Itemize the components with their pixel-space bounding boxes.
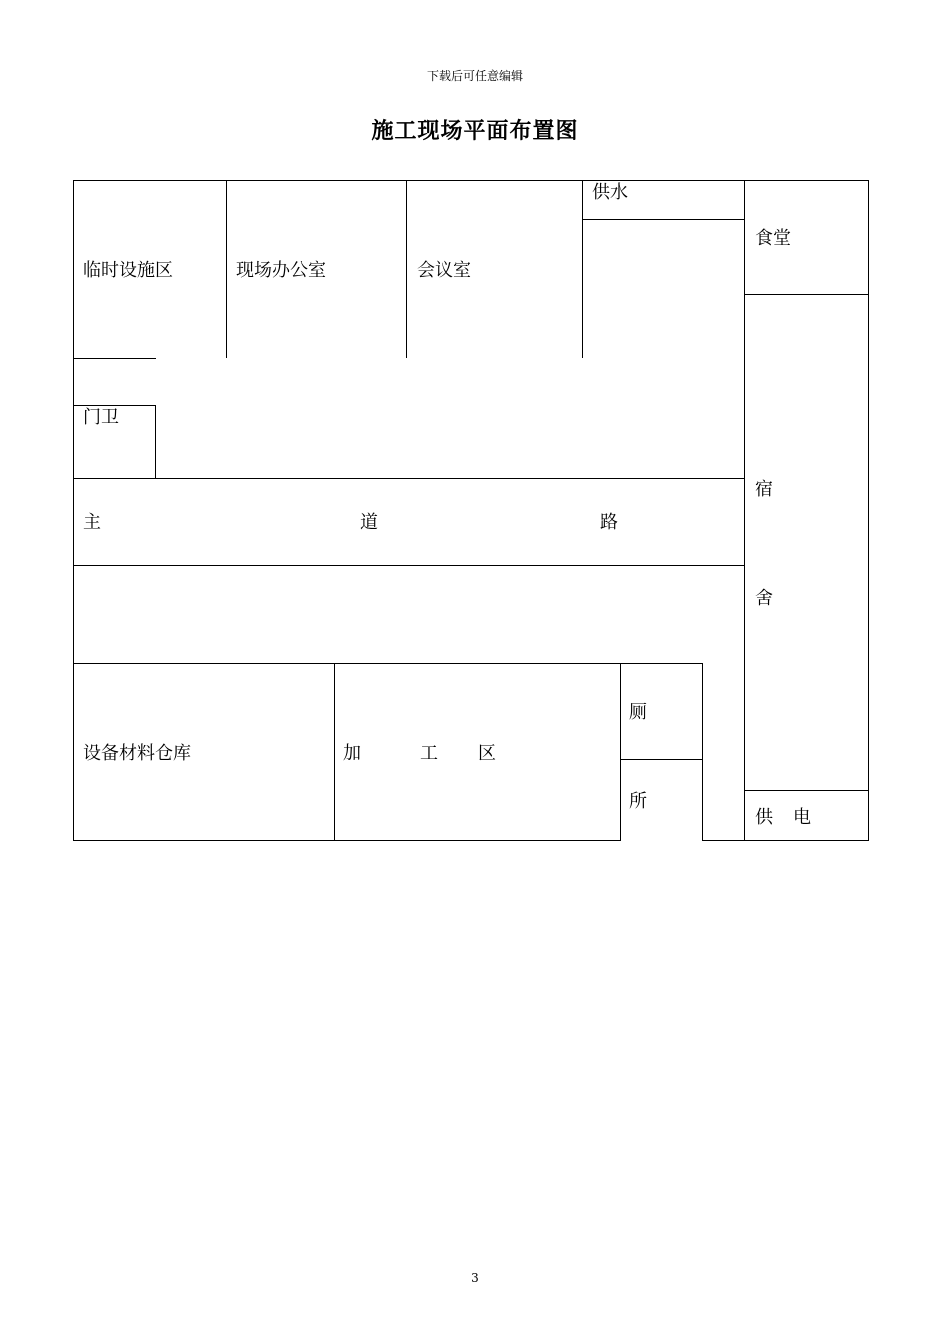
processing-area-label-3: 区	[478, 743, 496, 764]
dormitory-label-2: 舍	[755, 588, 773, 609]
plan-border-bottom-left	[73, 840, 621, 841]
processing-area-label-2: 工	[420, 743, 438, 764]
toilet-label-1: 厕	[629, 702, 647, 723]
plan-border-bottom-right	[702, 840, 869, 841]
toilet-middle	[620, 759, 703, 760]
water-supply-label: 供水	[592, 182, 628, 203]
divider-warehouse-processing	[334, 663, 335, 841]
plan-border-right	[868, 180, 869, 841]
power-supply-label-2: 电	[793, 807, 811, 828]
main-road-label-1: 主	[83, 512, 101, 533]
toilet-right	[702, 663, 703, 841]
water-supply-bottom	[582, 219, 745, 220]
main-road-top	[73, 478, 745, 479]
divider-office-meeting	[406, 180, 407, 358]
dormitory-bottom	[744, 790, 869, 791]
meeting-room-label: 会议室	[417, 260, 471, 281]
header-note: 下载后可任意编辑	[426, 69, 523, 83]
power-supply-label-1: 供	[755, 807, 773, 828]
gate-guard-label: 门卫	[83, 407, 119, 428]
temp-facilities-bottom	[73, 358, 156, 359]
temp-facilities-label: 临时设施区	[83, 260, 173, 281]
dormitory-label-1: 宿	[755, 479, 773, 500]
toilet-label-2: 所	[629, 791, 647, 812]
page-title: 施工现场平面布置图	[371, 118, 579, 144]
main-road-label-3: 路	[600, 512, 618, 533]
bottom-row-top	[73, 663, 703, 664]
warehouse-label: 设备材料仓库	[83, 743, 191, 764]
page-number: 3	[471, 1271, 479, 1285]
canteen-bottom	[744, 294, 869, 295]
main-road-bottom	[73, 565, 745, 566]
divider-meeting-water	[582, 180, 583, 358]
site-office-label: 现场办公室	[236, 260, 326, 281]
processing-area-label-1: 加	[343, 743, 361, 764]
divider-temp-office	[226, 180, 227, 358]
gate-right	[155, 405, 156, 479]
gate-top	[73, 405, 156, 406]
main-road-label-2: 道	[360, 512, 378, 533]
divider-processing-toilet	[620, 663, 621, 841]
plan-border-left	[73, 180, 74, 841]
right-column-divider	[744, 180, 745, 841]
plan-border-top	[73, 180, 869, 181]
canteen-label: 食堂	[755, 228, 791, 249]
